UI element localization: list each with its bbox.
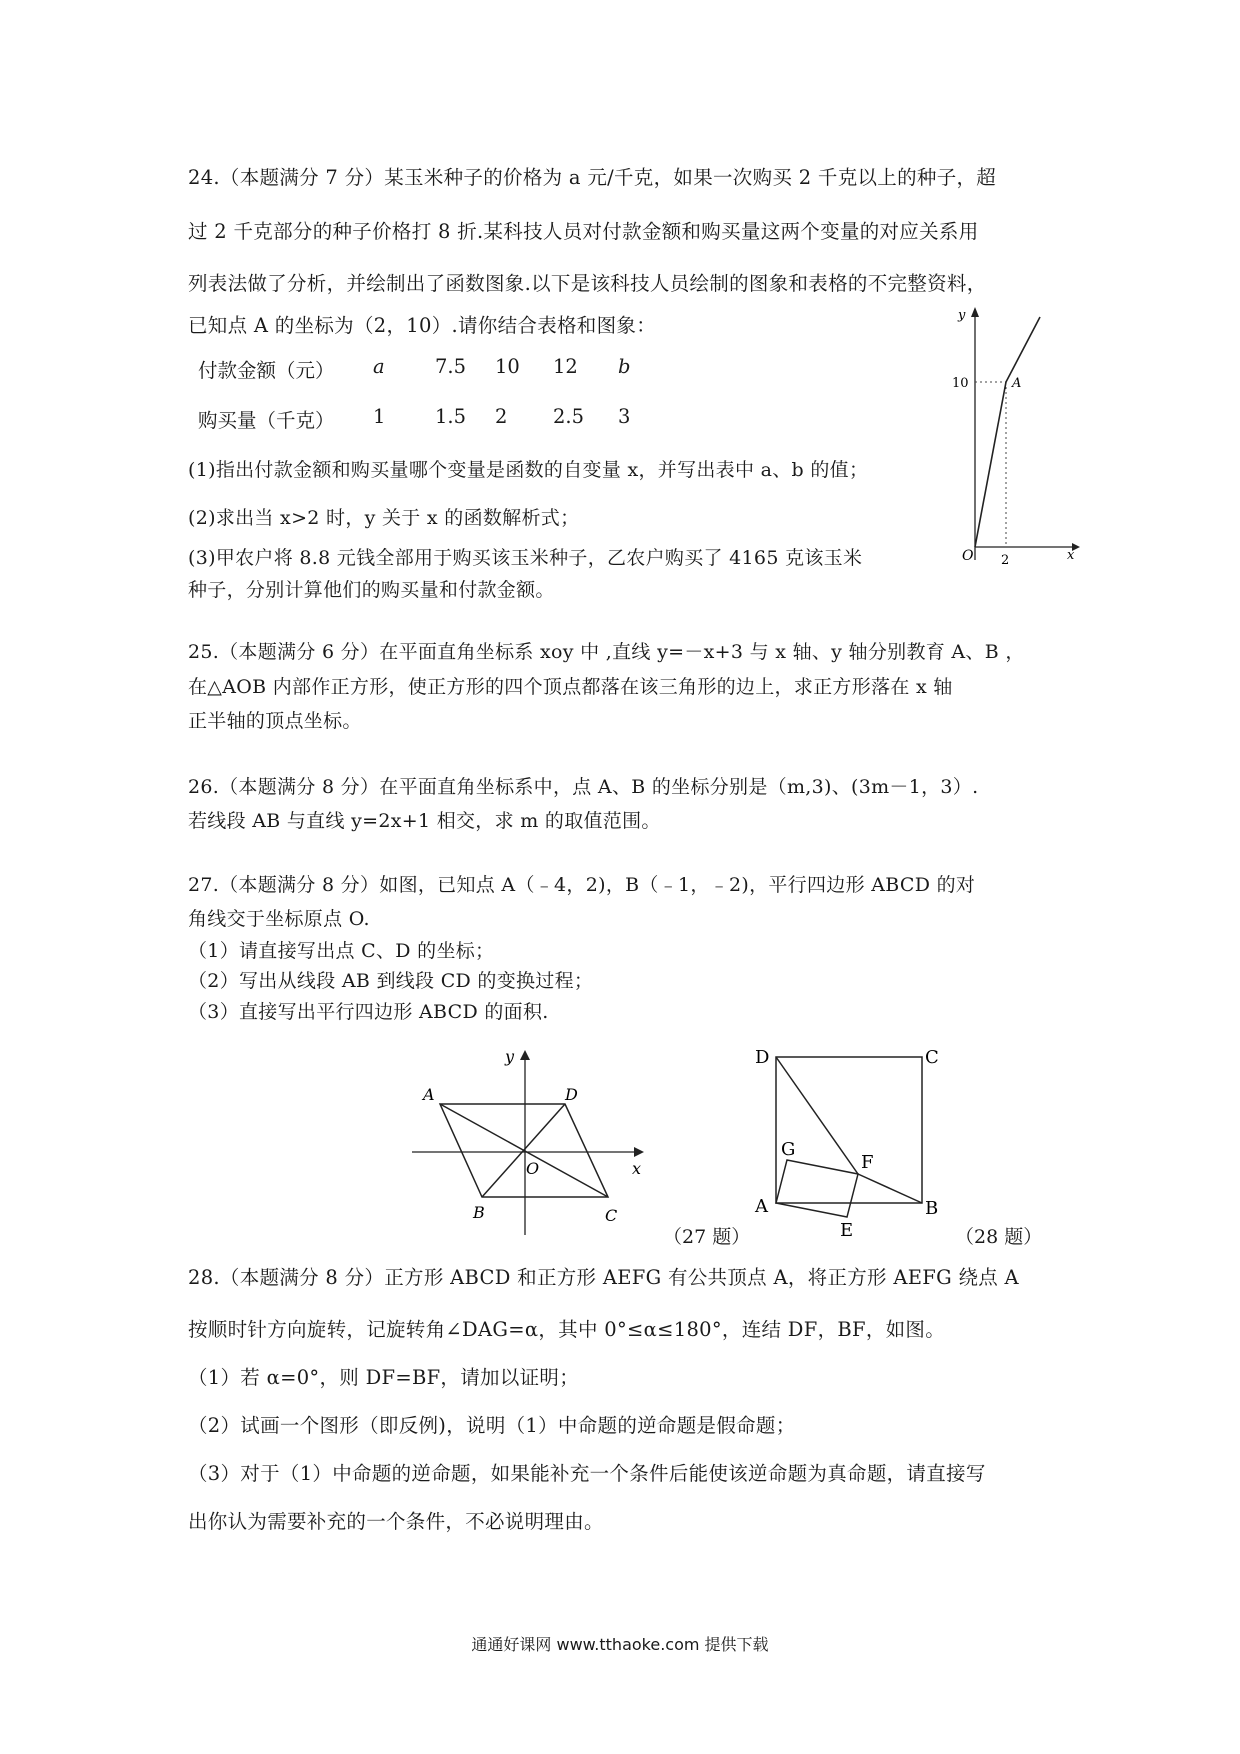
q24-part3b: 种子，分别计算他们的购买量和付款金额。 [188,579,555,601]
table-cell: 1 [373,405,386,428]
graph-tick-10: 10 [952,376,969,391]
q24-part2: (2)求出当 x>2 时，y 关于 x 的函数解析式； [188,507,580,529]
table-cell: 2 [495,405,508,428]
q27-figure-caption: （27 题） [663,1226,751,1248]
table-cell: 12 [553,355,578,378]
fig27-point-a: A [423,1085,435,1104]
q28-line2: 按顺时针方向旋转，记旋转角∠DAG=α，其中 0°≤α≤180°，连结 DF，BF，如图。 [188,1318,946,1341]
q25-line3: 正半轴的顶点坐标。 [188,710,362,732]
table-cell: a [373,355,385,378]
fig27-point-b: B [473,1203,485,1222]
q28-line1: 28.（本题满分 8 分）正方形 ABCD 和正方形 AEFG 有公共顶点 A，将正方形 AEFG 绕点 A [188,1266,1019,1289]
fig27-x-label: x [632,1159,642,1178]
q27-line1: 27.（本题满分 8 分）如图，已知点 A（﹣4，2)，B（﹣1，﹣2)，平行四边形 ABCD 的对 [188,874,976,896]
fig27-y-label: y [505,1050,515,1066]
q26-line1: 26.（本题满分 8 分）在平面直角坐标系中，点 A、B 的坐标分别是（m,3)、(3m－1，3）. [188,776,979,798]
q26-line2: 若线段 AB 与直线 y=2x+1 相交，求 m 的取值范围。 [188,810,661,832]
q28-sub1: （1）若 α=0°，则 DF=BF，请加以证明； [188,1366,580,1389]
fig28-point-g: G [781,1139,796,1160]
fig27-point-d: D [565,1085,578,1104]
q25-line1: 25.（本题满分 6 分）在平面直角坐标系 xoy 中 ,直线 y=－x+3 与 x 轴、y 轴分别教育 A、B ， [188,641,1025,663]
fig28-point-a: A [755,1196,768,1217]
fig28-point-e: E [840,1220,854,1240]
q27-parallelogram-figure [410,1050,660,1240]
fig27-origin-label: O [526,1159,540,1178]
q24-line2: 过 2 千克部分的种子价格打 8 折.某科技人员对付款金额和购买量这两个变量的对应关系用 [188,220,979,243]
q24-line3: 列表法做了分析，并绘制出了函数图象.以下是该科技人员绘制的图象和表格的不完整资料， [188,272,987,295]
fig28-point-c: C [925,1047,939,1068]
table-cell: 7.5 [435,355,467,378]
q24-function-graph [940,305,1080,570]
graph-x-label: x [1067,548,1075,563]
q28-figure-caption: （28 题） [955,1226,1043,1248]
fig28-point-d: D [755,1047,770,1068]
q27-line2: 角线交于坐标原点 O. [188,908,370,930]
table-cell: 3 [618,405,631,428]
fig28-point-b: B [925,1198,939,1219]
q24-line4: 已知点 A 的坐标为（2，10）.请你结合表格和图象： [188,314,656,337]
graph-y-label: y [958,308,966,323]
q24-part1: (1)指出付款金额和购买量哪个变量是函数的自变量 x，并写出表中 a、b 的值； [188,459,869,481]
q28-sub3b: 出你认为需要补充的一个条件，不必说明理由。 [188,1510,604,1533]
q28-squares-figure [745,1040,945,1240]
table-cell: 付款金额（元） [198,359,335,382]
graph-tick-2: 2 [1001,553,1010,568]
q28-sub3a: （3）对于（1）中命题的逆命题，如果能补充一个条件后能使该逆命题为真命题，请直接写 [188,1462,986,1485]
table-cell: 2.5 [553,405,585,428]
graph-point-a-label: A [1012,376,1022,391]
table-cell: 1.5 [435,405,467,428]
q25-line2: 在△AOB 内部作正方形，使正方形的四个顶点都落在该三角形的边上，求正方形落在 x 轴 [188,676,953,698]
q27-sub3: （3）直接写出平行四边形 ABCD 的面积. [188,1001,549,1023]
page-footer: 通通好课网 www.tthaoke.com 提供下载 [471,1635,769,1654]
table-cell: 10 [495,355,520,378]
q24-part3a: (3)甲农户将 8.8 元钱全部用于购买该玉米种子，乙农户购买了 4165 克该玉米 [188,547,863,569]
q24-line1: 24.（本题满分 7 分）某玉米种子的价格为 a 元/千克，如果一次购买 2 千克以上的种子，超 [188,166,997,189]
fig28-point-f: F [861,1152,874,1173]
fig27-point-c: C [605,1206,618,1225]
graph-origin-label: O [962,548,974,564]
q27-sub1: （1）请直接写出点 C、D 的坐标； [188,940,495,962]
table-cell: b [618,355,631,378]
table-cell: 购买量（千克） [198,409,335,432]
q28-sub2: （2）试画一个图形（即反例)，说明（1）中命题的逆命题是假命题； [188,1414,796,1437]
q27-sub2: （2）写出从线段 AB 到线段 CD 的变换过程； [188,970,594,992]
